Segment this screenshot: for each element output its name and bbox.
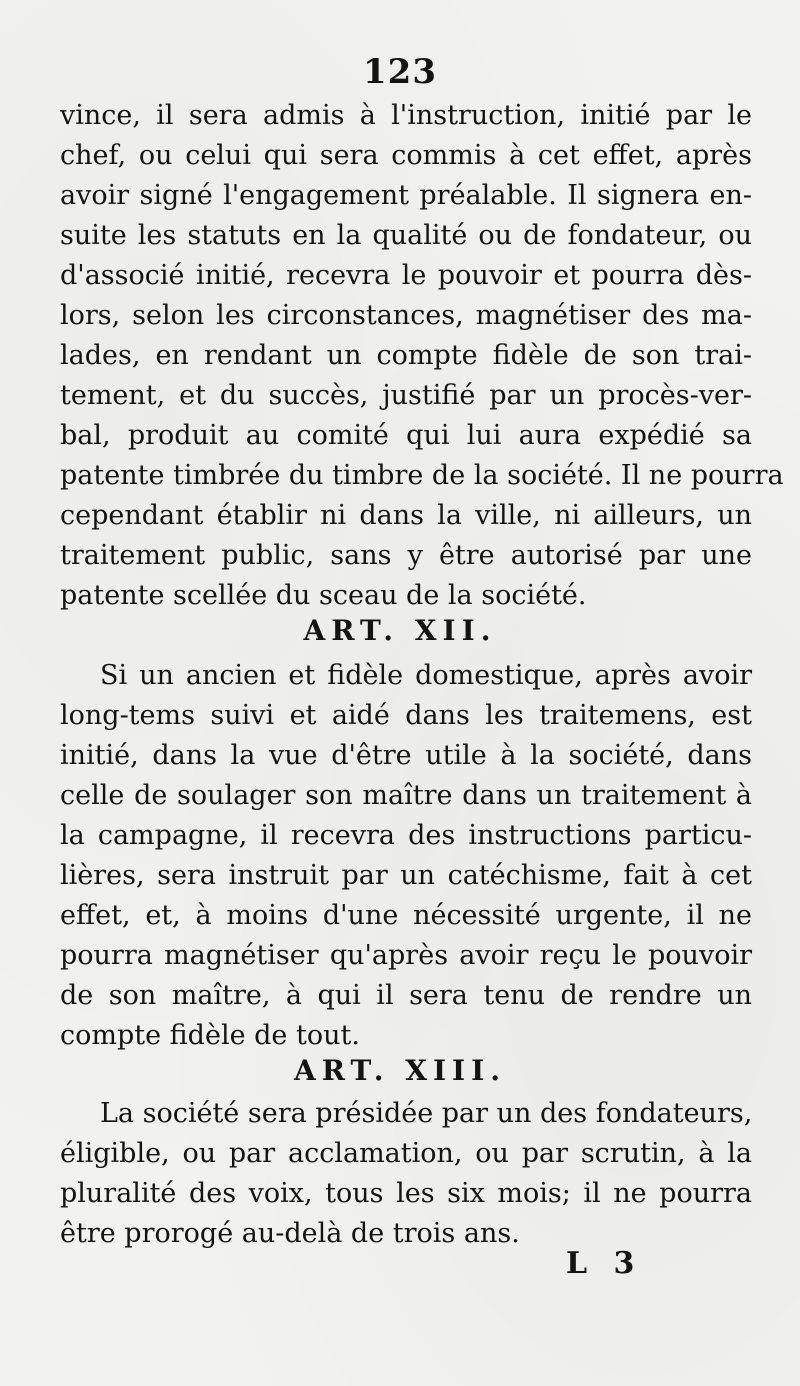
text-line: tement, et du succès, justifié par un procès-ver- <box>60 380 752 411</box>
text-line: traitement public, sans y être autorisé par une <box>60 540 752 571</box>
text-line: lades, en rendant un compte fidèle de son trai- <box>60 340 752 371</box>
text-line: lors, selon les circonstances, magnétiser des ma- <box>60 300 752 331</box>
text-line: patente scellée du sceau de la société. <box>60 580 587 611</box>
article-12-heading: ART. XII. <box>303 614 497 647</box>
page-number: 123 <box>363 52 437 92</box>
text-line: compte fidèle de tout. <box>60 1020 360 1051</box>
text-line: éligible, ou par acclamation, ou par scrutin, à la <box>60 1138 752 1169</box>
text-line: chef, ou celui qui sera commis à cet effet, après <box>60 140 752 171</box>
text-line: bal, produit au comité qui lui aura expédié sa <box>60 420 752 451</box>
text-line: la campagne, il recevra des instructions particu- <box>60 820 752 851</box>
text-line: d'associé initié, recevra le pouvoir et pourra dès- <box>60 260 752 291</box>
text-line: La société sera présidée par un des fondateurs, <box>100 1098 753 1129</box>
article-13-heading: ART. XIII. <box>294 1054 506 1087</box>
text-line: suite les statuts en la qualité ou de fondateur, ou <box>60 220 752 251</box>
text-line: Si un ancien et fidèle domestique, après avoir <box>100 660 752 691</box>
text-line: de son maître, à qui il sera tenu de rendre un <box>60 980 752 1011</box>
article-12-body <box>60 656 752 1056</box>
text-line: initié, dans la vue d'être utile à la société, dans <box>60 740 752 771</box>
article-13-body <box>60 1094 752 1254</box>
text-line: pluralité des voix, tous les six mois; il ne pourra <box>60 1178 752 1209</box>
text-line: long-tems suivi et aidé dans les traitemens, est <box>60 700 752 731</box>
text-line: effet, et, à moins d'une nécessité urgente, il ne <box>60 900 752 931</box>
text-line: lières, sera instruit par un catéchisme, fait à cet <box>60 860 752 891</box>
text-line: avoir signé l'engagement préalable. Il signera en- <box>60 180 752 211</box>
signature-mark: L 3 <box>566 1246 643 1281</box>
paragraph-continued <box>60 96 784 616</box>
text-line: celle de soulager son maître dans un traitement à <box>60 780 752 811</box>
text-line: vince, il sera admis à l'instruction, initié par le <box>60 100 752 131</box>
text-line: être prorogé au-delà de trois ans. <box>60 1218 520 1249</box>
text-line: patente timbrée du timbre de la société. Il ne pourra <box>60 460 784 491</box>
text-line: cependant établir ni dans la ville, ni ailleurs, un <box>60 500 752 531</box>
text-line: pourra magnétiser qu'après avoir reçu le pouvoir <box>60 940 752 971</box>
